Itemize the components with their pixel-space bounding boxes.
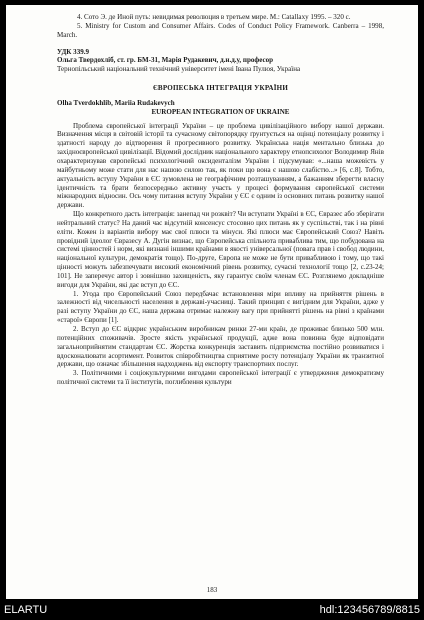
body-paragraph: 3. Політичними і соціокультурними вигодами європейської інтеграції є утвердження демократизму політичної системи та її інститутів, поглиблення культури: [57, 369, 384, 387]
page-content: [57, 13, 384, 387]
authors-english: Olha Tverdokhlib, Mariia Rudakevych: [57, 98, 175, 107]
reference-item: 4. Сото Э. де Иной путь: невидимая революция в третьем мире. М.: Catallaxy 1995. – 320 с.: [77, 13, 351, 21]
footer-repository-label: ELARTU: [4, 604, 48, 616]
body-paragraph: 1. Угода про Європейський Союз передбачає встановлення міри впливу на прийняття рішень в залежності від чисельності населення в державі-учасниці. Такий принцип є вигідним для України, адже у разі вступу України до ЄС, наша держава отримає належну вагу при прийнятті рішень на рівні з країнами «старої» Європи [1].: [57, 289, 384, 325]
body-paragraph: 2. Вступ до ЄС відкриє українським виробникам ринки 27-ми країн, де проживає близько 500 млн. потенційних споживачів. Зросте якість української продукції, адже вона повинна буде відповідати загальноприйнятим стандартам ЄС. Жорстка конкуренція заставить підприємства постійно розвиватися і вдосконалювати асортимент. Розвиток співробітництва сприятиме росту потенціалу України як транзитної держави, що означає збільшення надходжень від експорту транспортних послуг.: [57, 325, 384, 369]
reference-list: [57, 13, 384, 40]
body-paragraph: Що конкретного дасть інтеграція: занепад чи розквіт? Чи вступати Україні в ЄС, Євразес або зберігати нейтральний статус? На даний час відсутній консенсус стосовно цих питань як у суспільстві, так і на рівні еліти. Кожен із варіантів вибору має свої плюси та мінуси. Які плюси має Європейський Союз? Навіть провідний ідеолог Євразесу А. Дугін визнає, що Європейська спільнота приваблива тим, що побудована на системі цінностей і норм, які визнані іншими країнами в якості універсальної (повага прав і свобод людини, національної культури, демократія тощо). По-друге, Європа не може не бути привабливою і тому, що такі цінності можуть забезпечувати високий економічний рівень розвитку, сучасні технології тощо [2, с.23-24; 101]. Не заперечує автор і зовнішню захищеність, яку гарантує своїм членам ЄС. Розглянемо докладніше вигоди для України, які дає вступ до ЄС.: [57, 210, 384, 289]
udk-code: УДК 339.9: [57, 47, 90, 56]
scanned-page: [6, 5, 418, 599]
footer-bar: [0, 602, 424, 620]
body-paragraph: Проблема європейської інтеграції України – це проблема цивілізаційного вибору нашої держави. Визначення місця в світовій історії та сучасному світопорядку ґрунтується на оцінці потенціалу розвитку і здатності народу до відтворення й прогресивного розвитку. Українська нація ментально близька до західноєвропейської цивілізації. Відомий дослідник національного характеру етнопсихолог Володимир Янів охарактеризував європейські психологічний оксиденталізм України і підсумував: «...наша можевість у майбутньому може стати для нас нашою силою так, як поки що вона є нашою слабістю...» [6, с.8]. Тобто, актуальність вступу України в ЄС зумовлена не географічним розташуванням, а бажанням зберегти власну ідентичність та брати безпосередньо активну участь у процесі формування європейської системи міжнародних відносин. Ось чому питання вступу України у ЄС є одним із основних питань розвитку нашої держави.: [57, 121, 384, 210]
article-title-english: EUROPEAN INTEGRATION OF UKRAINE: [151, 107, 290, 116]
page-number: 183: [206, 586, 218, 594]
authors-ukrainian: Ольга Твердохліб, ст. гр. БМ-31, Марія Рудакевич, д.н.д.у, професор: [57, 56, 274, 65]
article-title-ukrainian: ЄВРОПЕСЬКА ІНТЕГРАЦІЯ УКРАЇНИ: [152, 84, 289, 93]
affiliation: Тернопільський національний технічний університет імені Івана Пулюя, Україна: [57, 65, 301, 74]
footer-handle-id: hdl:123456789/8815: [319, 604, 420, 616]
reference-item: 5. Ministry for Custom and Consumer Affairs. Codes of Conduct Policy Framework. Canberra – 1998, March.: [57, 21, 384, 39]
